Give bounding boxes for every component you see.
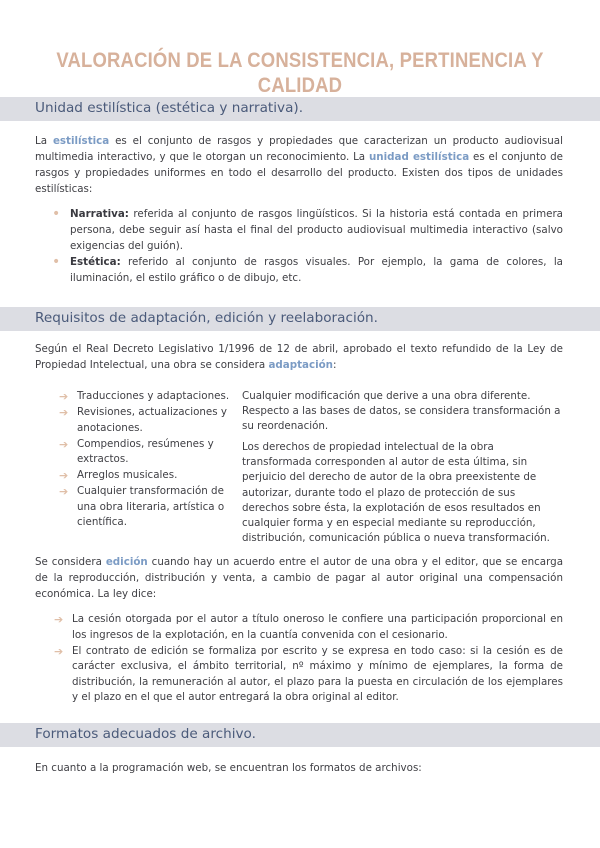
arrow-right-icon: ➔: [59, 469, 69, 482]
list-item: ➔ Arreglos musicales.: [59, 469, 178, 482]
section-heading-unidad-estilistica: Unidad estilística (estética y narrativa).: [0, 97, 600, 121]
paragraph-formatos: En cuanto a la programación web, se encuentran los formatos de archivos:: [35, 762, 422, 774]
section-heading-text: Formatos adecuados de archivo: [35, 726, 252, 742]
arrow-right-icon: ➔: [59, 437, 69, 451]
section-heading-requisitos: Requisitos de adaptación, edición y reelaboración.: [0, 307, 600, 331]
highlight-unidad-estilistica: unidad estilística: [368, 151, 470, 163]
highlight-edicion: edición: [105, 556, 148, 568]
list-item: • Estética: referido al conjunto de rasgos visuales. Por ejemplo, la gama de colores, la iluminación, el estilo gráfico o de dibujo, etc.: [52, 254, 563, 284]
rights-paragraph: Los derechos de propiedad intelectual de la obra transformada corresponden al autor de esta última, sin perjuicio del derecho de autor de la obra preexistente de autorizar, durante todo el plazo de protección de sus derechos sobre ésta, la explotación de esos resultados en cualquier forma y en especial mediante su reproducción, distribución, comunicación pública o nueva transformación.: [242, 441, 550, 545]
paragraph-estilistica: La estilística es el conjunto de rasgos y propiedades que caracterizan un producto audiovisual multimedia interactivo, y que le otorgan un reconocimiento. La unidad estilística es el conjunto de rasgos y propiedades uniformes en todo el desarrollo del producto. Existen dos tipos de unidades estilísticas:: [35, 135, 563, 195]
list-item: ➔ La cesión otorgada por el autor a título oneroso le confiere una participación proporcional en los ingresos de la explotación, en la cuantía convenida con el cesionario.: [54, 613, 563, 641]
paragraph-edicion: Se considera edición cuando hay un acuerdo entre el autor de una obra y el editor, que se encarga de la reproducción, distribución y venta, a cambio de pagar al autor original una compensación económica. La ley dice:: [35, 556, 564, 600]
transformation-paragraph: Cualquier modificación que derive a una obra diferente. Respecto a las bases de datos, se considera transformación a su reordenación.: [242, 390, 561, 433]
list-item: ➔ Traducciones y adaptaciones.: [59, 390, 230, 403]
arrow-right-icon: ➔: [54, 613, 64, 626]
arrow-right-icon: ➔: [59, 390, 69, 403]
arrow-right-icon: ➔: [54, 644, 64, 658]
page-title: VALORACIÓN DE LA CONSISTENCIA, PERTINENCIA Y CALIDAD: [56, 48, 544, 97]
section-heading-formatos: Formatos adecuados de archivo.: [0, 723, 600, 747]
highlight-estilistica: estilística: [52, 135, 110, 147]
arrow-right-icon: ➔: [59, 485, 69, 498]
highlight-adaptacion: adaptación: [268, 359, 334, 371]
list-item: • Narrativa: referida al conjunto de rasgos lingüísticos. Si la historia está contada en primera persona, debe seguir así hasta el final del producto audiovisual multimedia interactivo (salvo exigencias del guión).: [52, 206, 563, 252]
stylistic-units-list: [50, 206, 563, 286]
arrow-right-icon: ➔: [59, 406, 69, 419]
law-items-list: [52, 612, 563, 707]
paragraph-adaptacion: Según el Real Decreto Legislativo 1/1996 de 12 de abril, aprobado el texto refundido de la Ley de Propiedad Intelectual, una obra se considera adaptación:: [35, 343, 563, 371]
bullet-icon: •: [52, 254, 61, 270]
list-item: ➔ Compendios, resúmenes y extractos.: [59, 437, 214, 465]
section-heading-text: Unidad estilística (estética y narrativa): [35, 100, 299, 116]
adaptation-types-list: [57, 389, 233, 531]
list-item: ➔ Revisiones, actualizaciones y anotaciones.: [59, 406, 227, 434]
section-heading-text: Requisitos de adaptación, edición y reelaboración: [35, 310, 374, 326]
list-item: ➔ Cualquier transformación de una obra literaria, artística o científica.: [59, 485, 225, 528]
bullet-icon: •: [52, 206, 61, 222]
list-item: ➔ El contrato de edición se formaliza por escrito y se expresa en todo caso: si la cesión es de carácter exclusiva, el ámbito territorial, nº máximo y mínimo de ejemplares, la forma de distribución, la remuneración al autor, el plazo para la puesta en circulación de los ejemplares y el plazo en el que el autor entregará la obra original al editor.: [54, 644, 563, 704]
